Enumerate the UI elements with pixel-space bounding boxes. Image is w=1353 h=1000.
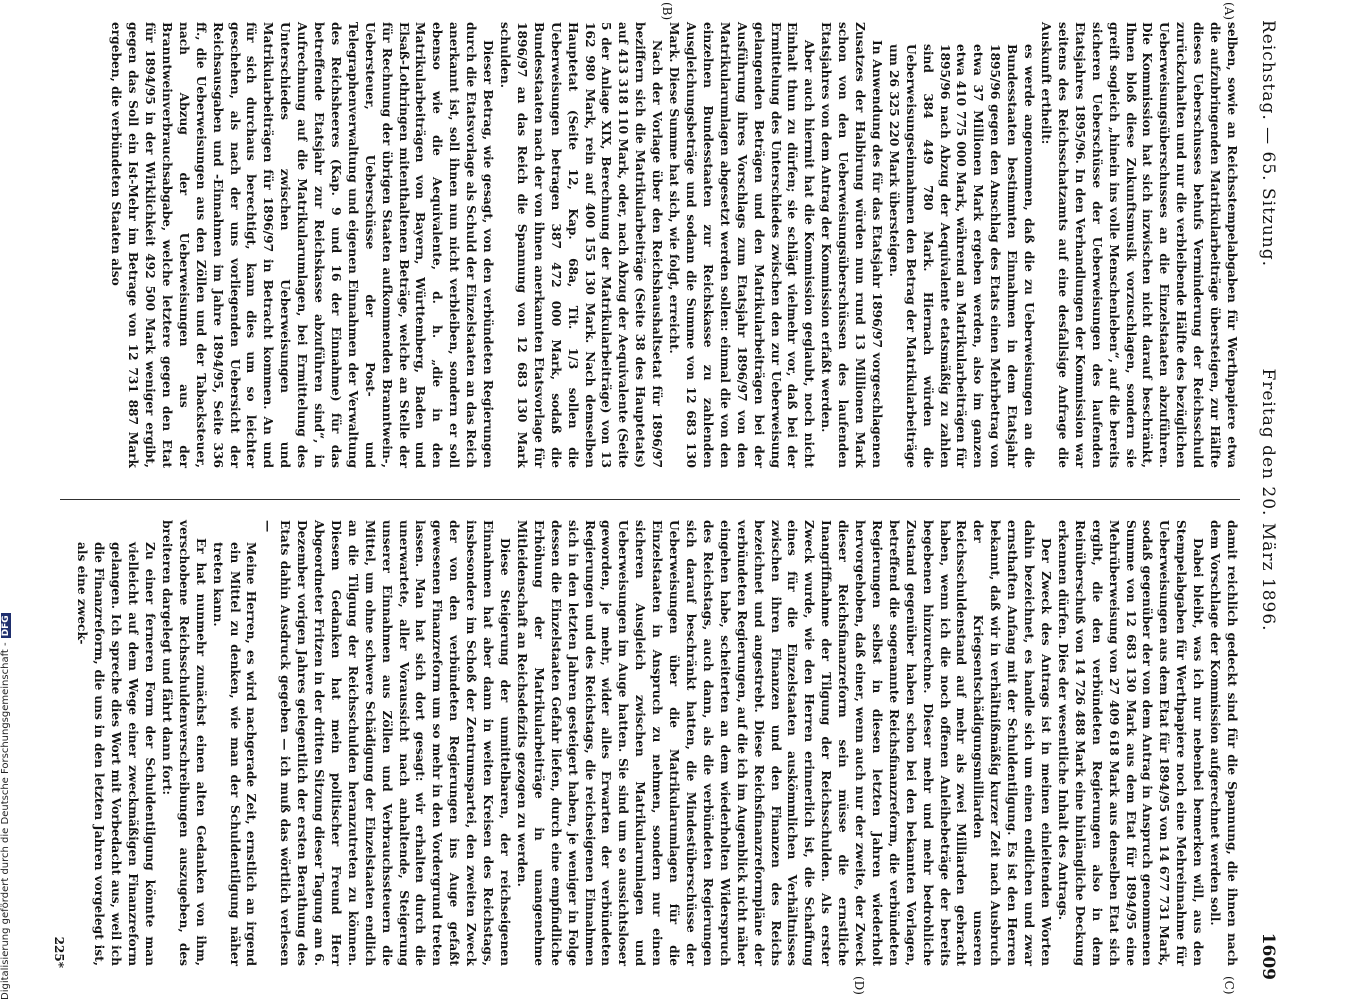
paragraph: Dieser Betrag, wie gesagt, von den verbündeten Regierungen durch die Etatsvorlage als Schuld der Einzelstaaten an das Reich anerkannt ist, soll ihnen nun nicht verbleiben, sondern er soll ebenso wie die Aequivalente, d. h. „die in den Matrikularbeiträgen von Bayern, Württemberg, Baden und Elsaß-Lothringen mitenthaltenen Beträge, welche an Stelle der für Rechnung der übrigen Staaten aufkommenden Branntwein-, Uebersteuer, Ueberschüsse der Post- und Telegraphenverwaltung und eigenen Einnahmen der Verwaltung des Reichsheeres (Kap. 9 und 16 der Einnahme) für das betreffende Etatsjahr zur Reichskasse abzuführen sind“, in Aufrechnung auf die Matrikularumlagen, bei Ermittelung des Unterschiedes zwischen Ueberweisungen und Matrikularbeiträgen für 1896/97 in Betracht kommen. An und für sich durchaus berechtigt, kann dies um so leichter geschehen, als nach der uns vorliegenden Uebersicht der Reichsausgaben und -Einnahmen im Jahre 1894/95, Seite 336 ff., die Ueberweisungen aus den Zöllen und der Tabacksteuer, nach Abzug der Ueberweisungen aus der Branntweinverbrauchsabgabe, welche letztere gegen den Etat für 1894/95 in der Wirklichkeit 492 500 Mark weniger ergibt, gegen das Soll ein Ist-Mehr im Betrage von 12 731 887 Mark ergeben, die verbündeten Staaten also xyxy=(109,22,496,468)
margin-marker-d: (D) xyxy=(852,976,866,995)
paragraph: Diese Steigerung der unmittelbaren, der reichseigenen Einnahmen hat aber dann in weiten Kreisen des Reichstags, insbesondere im Schoß der Zentrumspartei, den zweiten Zweck der von den verbündeten Regierungen ins Auge gefaßt gewesenen Finanzreform um so mehr in den Vordergrund treten lassen. Man hat sich dort gesagt: wir erhalten durch die unerwartete, aller Voraussicht nach anhaltende, Steigerung unserer Einnahmen aus Zöllen und Verbrauchssteuern die Mittel, um ohne schwere Schädigung der Einzelstaaten endlich an die Tilgung der Reichsschulden heranzutreten zu können. Diesem Gedanken hat mein politischer Freund Herr Abgeordneter Fritzen in der dritten Sitzung dieser Tagung am 6. Dezember vorigen Jahres gelegentlich der ersten Berathung des Etats dahin Ausdruck gegeben — ich muß das wörtlich verlesen — xyxy=(261,520,513,966)
paragraph: Dabei bleibt, was ich nur nebenbei bemerken will, aus den Stempelabgaben für Werthpapiere noch eine Mehreinnahme für Ueberweisungen aus dem Etat für 1894/95 von 14 677 731 Mark, sodaß gegenüber der von dem Antrag in Anspruch genommenen Summe von 12 683 130 Mark aus dem Etat für 1894/95 eine Mehrüberweisung von 27 409 618 Mark aus denselben Etat sich ergibt, die den verbündeten Regierungen also in dem Reinüberschuß von 14 726 488 Mark eine hinlängliche Deckung erkennen dürfen. Dies der wesentliche Inhalt des Antrags. xyxy=(1055,520,1206,966)
paragraph: Nach der Vorlage über den Reichshaushaltsetat für 1896/97 beziffern sich die Matrikularbeiträge (Seite 38 des Hauptetats) auf 413 318 110 Mark, oder, nach Abzug der Aequivalente (Seite 5 der Anlage XIX, Berechnung der Matrikularbeiträge) von 13 162 980 Mark, rein auf 400 155 130 Mark. Nach demselben Hauptetat (Seite 12, Kap. 68a, Tit. 1/3 sollen die Ueberweisungen betragen 387 472 000 Mark, sodaß die Bundesstaaten nach der von ihnen anerkannten Etatsvorlage für 1896/97 an das Reich die Spannung von 12 683 130 Mark schulden. xyxy=(498,22,665,468)
quoted-paragraph: Zu einer ferneren Form der Schuldentilgung könnte man vielleicht auf dem Wege einer zweckmäßigen Finanzreform gelangen. Ich spreche dies Wort mit Vorbedacht aus, weil ich die Finanzreform, die uns in den letzten Jahren vorgelegt ist, als eine zweck- xyxy=(75,542,157,966)
column-divider xyxy=(60,499,1240,500)
paragraph: In Anwendung des für das Etatsjahr 1896/97 vorgeschlagenen Zusatzes der Halbirung würden nun rund 13 Millionen Mark schon von den Ueberweisungsüberschüssen des laufenden Etatsjahres von dem Antrag der Kommission erfaßt werden. xyxy=(819,22,884,468)
paragraph: damit reichlich gedeckt sind für die Spannung, die ihnen nach dem Vorschlage der Kommission aufgerechnet werden soll. xyxy=(1208,520,1239,966)
digitization-text: Digitalisierung gefördert durch die Deutsche Forschungsgemeinschaft - xyxy=(0,642,11,1000)
paragraph: selben, sowie an Reichsstempelabgaben für Werthpapiere etwa die aufzubringenden Matrikularbeiträge übersteigen, zur Hälfte dieses Ueberschusses behufs Verminderung der Reichsschuld zurückzuhalten und nur die verbleibende Hälfte des bezüglichen Ueberweisungsüberschusses an die Einzelstaaten abzuführen. Die Kommission hat sich inzwischen nicht darauf beschränkt, Ihnen bloß diese Zukunftsmusik vorzuschlagen, sondern sie greift sogleich „hinein ins volle Menschenleben“, auf die bereits sicheren Ueberschüsse der Ueberweisungen des laufenden Etatsjahres 1895/96. In den Verhandlungen der Kommission war seitens des Reichsschatzamts auf eine desfallsige Anfrage die Auskunft ertheilt: xyxy=(1039,22,1239,468)
right-column xyxy=(75,520,1240,966)
signature-mark: 225* xyxy=(52,936,66,968)
left-column xyxy=(90,22,1240,468)
margin-marker-a: (A) xyxy=(1222,2,1236,21)
quoted-paragraph: Meine Herren, es wird nachgerade Zeit, ernstlich an irgend ein Mittel zu denken, wie man der Schuldentilgung näher treten kann. xyxy=(210,542,259,966)
dfg-logo: DFG xyxy=(1,615,11,637)
header-date: Freitag den 20. März 1896. xyxy=(1258,368,1278,632)
paragraph: Der Zweck des Antrags ist in meinen einleitenden Worten dahin bezeichnet, es handle sich um einen endlichen und zwar ernsthaften Anfang mit der Schuldentilgung. Es ist den Herren bekannt, daß wir in verhältnißmäßig kurzer Zeit nach Ausbruch der Kriegsentschädigungsmilliarden unseren Reichsschuldenstand auf mehr als zwei Milliarden gebracht haben, wenn ich die noch offenen Anleihebeträge der bereits begebenen hinzurechne. Dieser mehr und mehr bedrohliche Zustand gegenüber haben schon bei den bekannten Vorlagen, betreffend die sogenannte Reichsfinanzreform, die verbündeten Regierungen selbst in diesen letzten Jahren wiederholt hervorgehoben, daß einer, wenn auch nur der zweite, der Zweck dieser Reichsfinanzreform sein müsse die ernstliche Inangriffnahme der Tilgung der Reichsschulden. Als erster Zweck wurde, wie den Herren erinnerlich ist, die Schaffung eines für die Einzelstaaten auskömmlichen Verhältnisses zwischen ihren Finanzen und den Finanzen des Reichs bezeichnet und angestrebt. Diese Reichsfinanzreformpläne der verbündeten Regierungen, auf die ich im Augenblick nicht näher eingehen habe, scheiterten an dem wiederholten Widerspruch des Reichstags, auch dann, als die verbündeten Regierungen sich darauf beschränkt hatten, die Mindestüberschüsse der Ueberweisungen über die Matrikularumlagen für die Einzelstaaten in Anspruch zu nehmen, sondern nur einen sicheren Ausgleich zwischen Matrikularumlagen und Ueberweisungen im Auge hatten. Sie sind um so aussichtsloser geworden, je mehr, wider alles Erwarten der verbündeten Regierungen und des Reichstags, die reichseigenen Einnahmen sich in den letzten Jahren gesteigert haben, je weniger in Folge dessen die Einzelstaaten Gefahr liefen, durch eine empfindliche Erhöhung der Matrikularbeiträge in unangenehme Mitleidenschaft an Reichsdefizits gezogen zu werden. xyxy=(514,520,1054,966)
margin-marker-c: (C) xyxy=(1222,976,1236,995)
paragraph: Aber auch hiermit hat die Kommission geglaubt, noch nicht Einhalt thun zu dürfen; sie schlägt vielmehr vor, daß bei der Ermittelung des Unterschiedes zwischen den zur Ueberweisung gelangenden Beträgen und den Matrikularbeiträgen bei der Ausführung ihres Vorschlags zum Etatsjahr 1896/97 von den Matrikularumlagen abgesetzt werden sollen: einmal die von den einzelnen Bundesstaaten zur Reichskasse zu zahlenden Ausgleichungsbeträge und sodann die Summe von 12 683 130 Mark. Diese Summe hat sich, wie folgt, erreicht. xyxy=(667,22,817,468)
digitization-note xyxy=(0,0,14,1000)
header-publication: Reichstag. — 65. Sitzung. xyxy=(1258,20,1278,268)
quoted-paragraph: es werde angenommen, daß die zu Ueberweisungen an die Bundesstaaten bestimmten Einnahmen in dem Etatsjahr 1895/96 gegen den Anschlag des Etats einen Mehrbetrag von etwa 37 Millionen Mark ergeben werden, also im ganzen etwa 410 775 000 Mark, während an Matrikularbeiträgen für 1895/96 nach Abzug der Aequivalente etatsmäßig zu zahlen sind 384 449 780 Mark. Hiernach würden die Ueberweisungseinnahmen den Betrag der Matrikularbeiträge um 26 325 220 Mark übersteigen. xyxy=(886,44,1037,468)
page-header xyxy=(1248,20,1278,980)
document-page xyxy=(46,2,1306,995)
margin-marker-b: (B) xyxy=(660,2,674,21)
page-number: 1609 xyxy=(1258,932,1278,980)
paragraph: Er hat nunmehr zunächst einen alten Gedanken von ihm, verschobene Reichsschuldenverschreibungen auszugeben, des breiteren dargelegt und fährt dann fort: xyxy=(159,520,208,966)
